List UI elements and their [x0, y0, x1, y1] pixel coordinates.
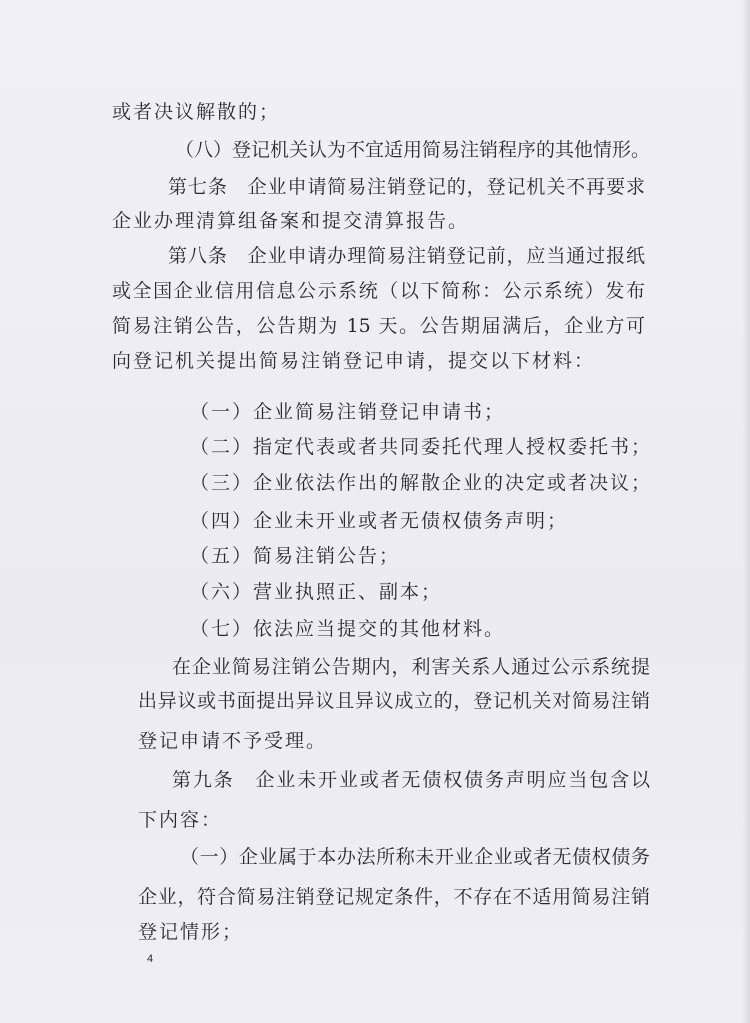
- list-item: （一）企业属于本办法所称未开业企业或者无债权债务: [180, 846, 650, 868]
- text-line: 在企业简易注销公告期内，利害关系人通过公示系统提: [172, 656, 650, 678]
- text-line: 企业，符合简易注销登记规定条件，不存在不适用简易注销: [138, 886, 650, 908]
- list-item: （七）依法应当提交的其他材料。: [190, 618, 506, 640]
- text-line: 简易注销公告，公告期为 15 天。公告期届满后，企业方可: [112, 315, 645, 337]
- list-item: （四）企业未开业或者无债权债务声明；: [190, 510, 569, 532]
- text-line: 登记情形；: [138, 921, 244, 943]
- page-number: 4: [147, 953, 154, 965]
- text-line: 登记申请不予受理。: [138, 730, 328, 752]
- text-line: 企业办理清算组备案和提交清算报告。: [112, 210, 470, 232]
- article-7-heading: 第七条 企业申请简易注销登记的，登记机关不再要求: [168, 176, 645, 198]
- article-9-heading: 第九条 企业未开业或者无债权债务声明应当包含以: [172, 769, 650, 791]
- text-line: 向登记机关提出简易注销登记申请，提交以下材料：: [112, 350, 596, 372]
- list-item: （一）企业简易注销登记申请书；: [190, 401, 506, 423]
- page-edge: [742, 0, 750, 1023]
- text-line: 或全国企业信用信息公示系统（以下简称：公示系统）发布: [112, 280, 645, 302]
- article-8-heading: 第八条 企业申请办理简易注销登记前，应当通过报纸: [168, 245, 645, 267]
- text-line: 下内容：: [138, 809, 223, 831]
- text-line: 或者决议解散的；: [112, 101, 281, 123]
- text-line: 出异议或书面提出异议且异议成立的，登记机关对简易注销: [138, 690, 650, 712]
- list-item: （二）指定代表或者共同委托代理人授权委托书；: [190, 436, 653, 458]
- list-item: （五）简易注销公告；: [190, 545, 401, 567]
- list-item: （三）企业依法作出的解散企业的决定或者决议；: [190, 472, 653, 494]
- list-item: （六）营业执照正、副本；: [190, 581, 443, 603]
- text-line: （八）登记机关认为不宜适用简易注销程序的其他情形。: [175, 139, 650, 161]
